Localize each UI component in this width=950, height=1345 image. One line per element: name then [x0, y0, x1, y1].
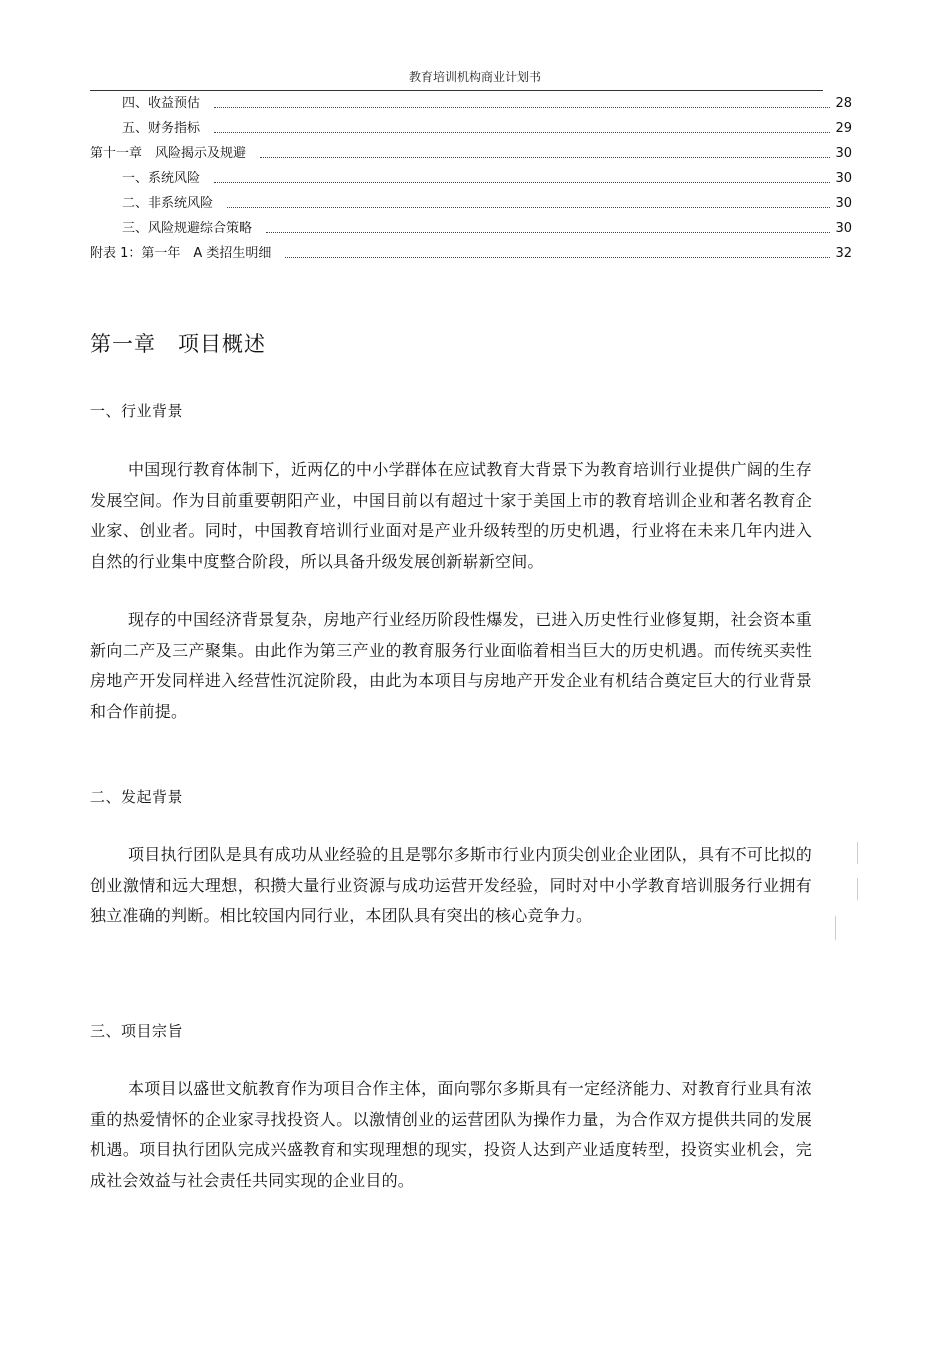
toc-entry-page: 30: [835, 221, 852, 236]
body-paragraph: 中国现行教育体制下，近两亿的中小学群体在应试教育大背景下为教育培训行业提供广阔的生存发展空间。作为目前重要朝阳产业，中国目前以有超过十家于美国上市的教育培训企业和著名教育企业家、创业者。同时，中国教育培训行业面对是产业升级转型的历史机遇，行业将在未来几年内进入自然的行业集中度整合阶段，所以具备升级发展创新崭新空间。: [90, 460, 812, 571]
toc-entry[interactable]: [90, 94, 852, 119]
header-rule: [90, 90, 823, 91]
table-of-contents: [90, 94, 852, 269]
toc-entry[interactable]: [90, 244, 852, 269]
toc-entry-label: 五、财务指标: [122, 121, 201, 136]
chapter-title: 第一章 项目概述: [90, 332, 266, 356]
body-paragraph: 本项目以盛世文航教育作为项目合作主体，面向鄂尔多斯具有一定经济能力、对教育行业具有浓重的热爱情怀的企业家寻找投资人。以激情创业的运营团队为操作力量，为合作双方提供共同的发展机遇。项目执行团队完成兴盛教育和实现理想的现实，投资人达到产业适度转型，投资实业机会，完成社会效益与社会责任共同实现的企业目的。: [90, 1079, 812, 1190]
toc-entry-label: 一、系统风险: [122, 171, 201, 186]
toc-entry[interactable]: [90, 194, 852, 219]
toc-leader-dots: [285, 244, 830, 258]
toc-leader-dots: [214, 119, 830, 133]
body-paragraph: 项目执行团队是具有成功从业经验的且是鄂尔多斯市行业内顶尖创业企业团队，具有不可比拟的创业激情和远大理想，积攒大量行业资源与成功运营开发经验，同时对中小学教育培训服务行业拥有独立准确的判断。相比较国内同行业，本团队具有突出的核心竞争力。: [90, 845, 812, 925]
body-paragraph: 现存的中国经济背景复杂，房地产行业经历阶段性爆发，已进入历史性行业修复期，社会资本重新向二产及三产聚集。由此作为第三产业的教育服务行业面临着相当巨大的历史机遇。而传统买卖性房地产开发同样进入经营性沉淀阶段，由此为本项目与房地产开发企业有机结合奠定巨大的行业背景和合作前提。: [90, 610, 812, 721]
toc-entry[interactable]: [90, 119, 852, 144]
toc-entry-label: 二、非系统风险: [122, 196, 214, 211]
toc-entry-label: 三、风险规避综合策略: [122, 221, 253, 236]
toc-entry-page: 30: [835, 196, 852, 211]
scan-edge-mark: [835, 916, 836, 940]
toc-leader-dots: [214, 169, 830, 183]
toc-leader-dots: [260, 144, 830, 158]
toc-entry-label: 第十一章 风险揭示及规避: [90, 146, 247, 161]
toc-entry-page: 28: [835, 96, 852, 111]
toc-leader-dots: [227, 194, 830, 208]
page-header: 教育培训机构商业计划书: [408, 70, 541, 84]
section-heading: 二、发起背景: [90, 788, 184, 806]
scan-edge-mark: [857, 842, 858, 864]
toc-entry-page: 32: [835, 246, 852, 261]
section-heading: 三、项目宗旨: [90, 1022, 184, 1040]
toc-entry-label: 附表 1：第一年 A 类招生明细: [90, 246, 272, 261]
toc-entry-page: 30: [835, 171, 852, 186]
toc-entry-page: 30: [835, 146, 852, 161]
toc-entry[interactable]: [90, 144, 852, 169]
toc-entry-label: 四、收益预估: [122, 96, 201, 111]
toc-leader-dots: [266, 219, 830, 233]
toc-entry[interactable]: [90, 219, 852, 244]
section-heading: 一、行业背景: [90, 402, 184, 420]
scan-edge-mark: [857, 878, 858, 900]
toc-entry[interactable]: [90, 169, 852, 194]
toc-entry-page: 29: [835, 121, 852, 136]
toc-leader-dots: [214, 94, 830, 108]
